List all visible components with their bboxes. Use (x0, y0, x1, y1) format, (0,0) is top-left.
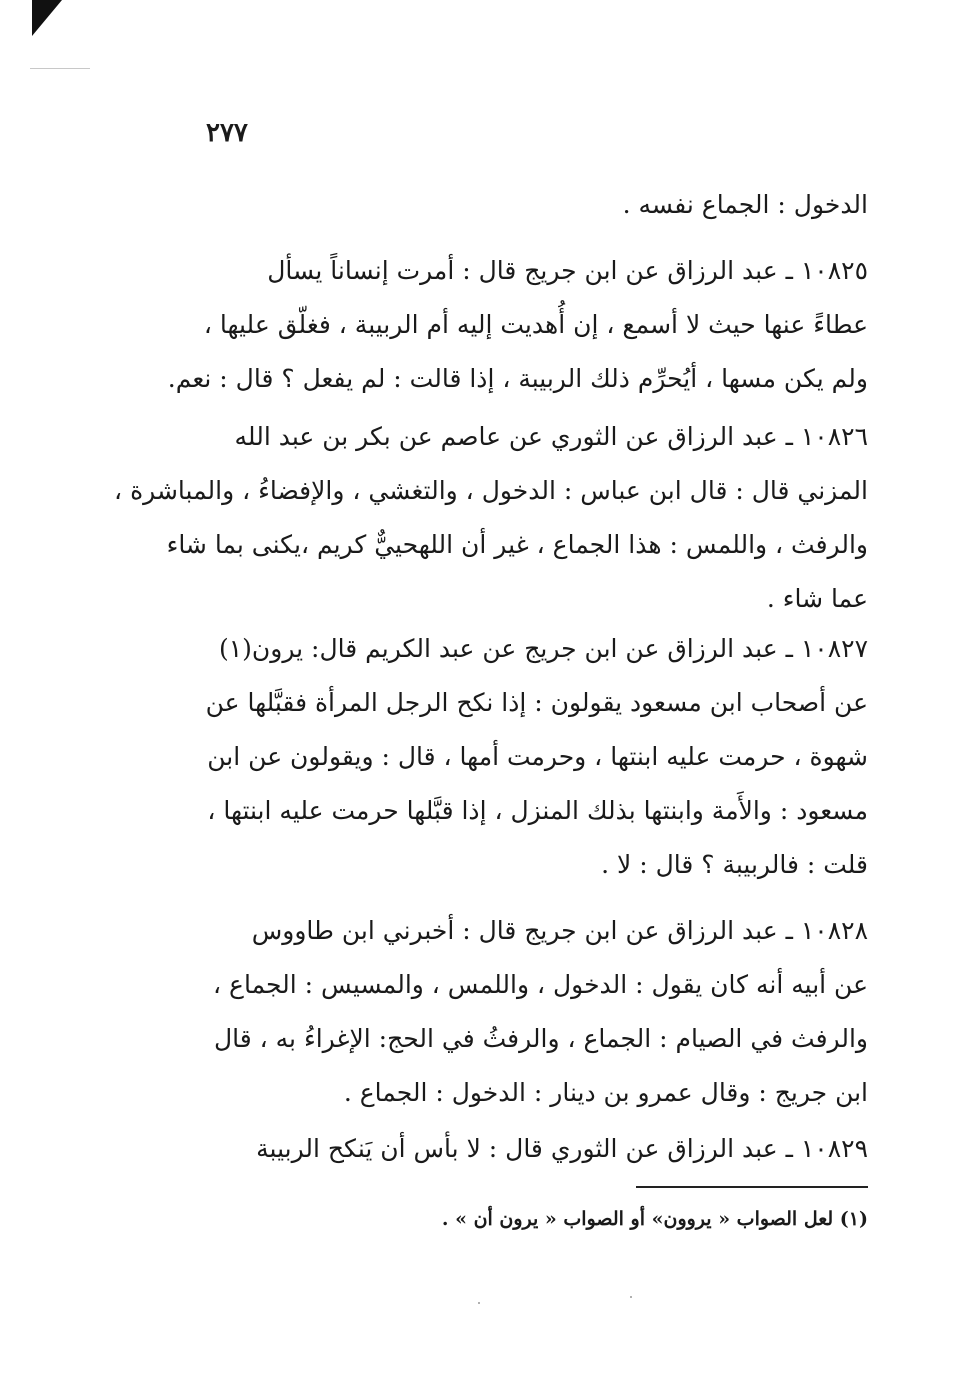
text-line: ١٠٨٢٦ ـ عبد الرزاق عن الثوري عن عاصم عن بكر بن عبد الله (234, 422, 868, 451)
text-line: قلت : فالربيبة ؟ قال : لا . (601, 850, 868, 879)
scan-corner-mark (32, 0, 62, 36)
scan-artifact-line (30, 68, 90, 69)
text-line: الدخول : الجماع نفسه . (622, 190, 868, 219)
text-line: ابن جريج : وقال عمرو بن دينار : الدخول : الجماع . (343, 1078, 868, 1107)
text-line: ١٠٨٢٩ ـ عبد الرزاق عن الثوري قال : لا بأس أن يَنكح الربيبة (256, 1134, 868, 1163)
scan-speck (478, 1302, 480, 1304)
paragraph-hadith-10828 (200, 904, 868, 1120)
paragraph-hadith-10829 (200, 1122, 868, 1176)
text-line: عن أبيه أنه كان يقول : الدخول ، واللمس ، والمسيس : الجماع ، (213, 970, 868, 999)
paragraph-hadith-10827 (200, 622, 868, 892)
text-line: ١٠٨٢٧ ـ عبد الرزاق عن ابن جريج عن عبد الكريم قال: يرون(١) (218, 634, 868, 663)
text-line: المزني قال : قال ابن عباس : الدخول ، والتغشي ، والإفضاءُ ، والمباشرة ، (114, 476, 868, 505)
text-line: عما شاء . (766, 584, 868, 613)
paragraph-intro (200, 178, 868, 232)
text-line: عن أصحاب ابن مسعود يقولون : إذا نكح الرجل المرأة فقبَّلها عن (205, 688, 868, 717)
footnote: (١) لعل الصواب « يروون» أو الصواب « يرون أن » . (441, 1208, 868, 1230)
text-line: والرفث ، واللمس : هذا الجماع ، غير أن اللهحييٌّ كريم ،يكنى بما شاء (166, 530, 868, 559)
paragraph-hadith-10826 (114, 410, 868, 626)
text-line: ولم يكن مسها ، أيُحرِّم ذلك الربيبة ، إذا قالت : لم يفعل ؟ قال : نعم. (167, 364, 868, 393)
text-line: مسعود : والأَمة وابنتها بذلك المنزل ، إذا قبَّلها حرمت عليه ابنتها ، (207, 796, 868, 825)
footnote-divider (636, 1186, 868, 1188)
paragraph-hadith-10825 (167, 244, 868, 406)
scan-speck (630, 1296, 632, 1298)
text-line: عطاءً عنها حيث لا أسمع ، إن أُهديت إليه أم الربيبة ، فغلّق عليها ، (203, 310, 868, 339)
text-line: والرفث في الصيام : الجماع ، والرفثُ في الحج: الإغراءُ به ، قال (213, 1024, 868, 1053)
text-line: ١٠٨٢٨ ـ عبد الرزاق عن ابن جريج قال : أخبرني ابن طاووس (251, 916, 868, 945)
text-line: شهوة ، حرمت عليه ابنتها ، وحرمت أمها ، قال : ويقولون عن ابن (207, 742, 868, 771)
text-line: ١٠٨٢٥ ـ عبد الرزاق عن ابن جريج قال : أمرت إنساناً يسأل (267, 256, 868, 285)
page-number: ٢٧٧ (206, 118, 248, 148)
